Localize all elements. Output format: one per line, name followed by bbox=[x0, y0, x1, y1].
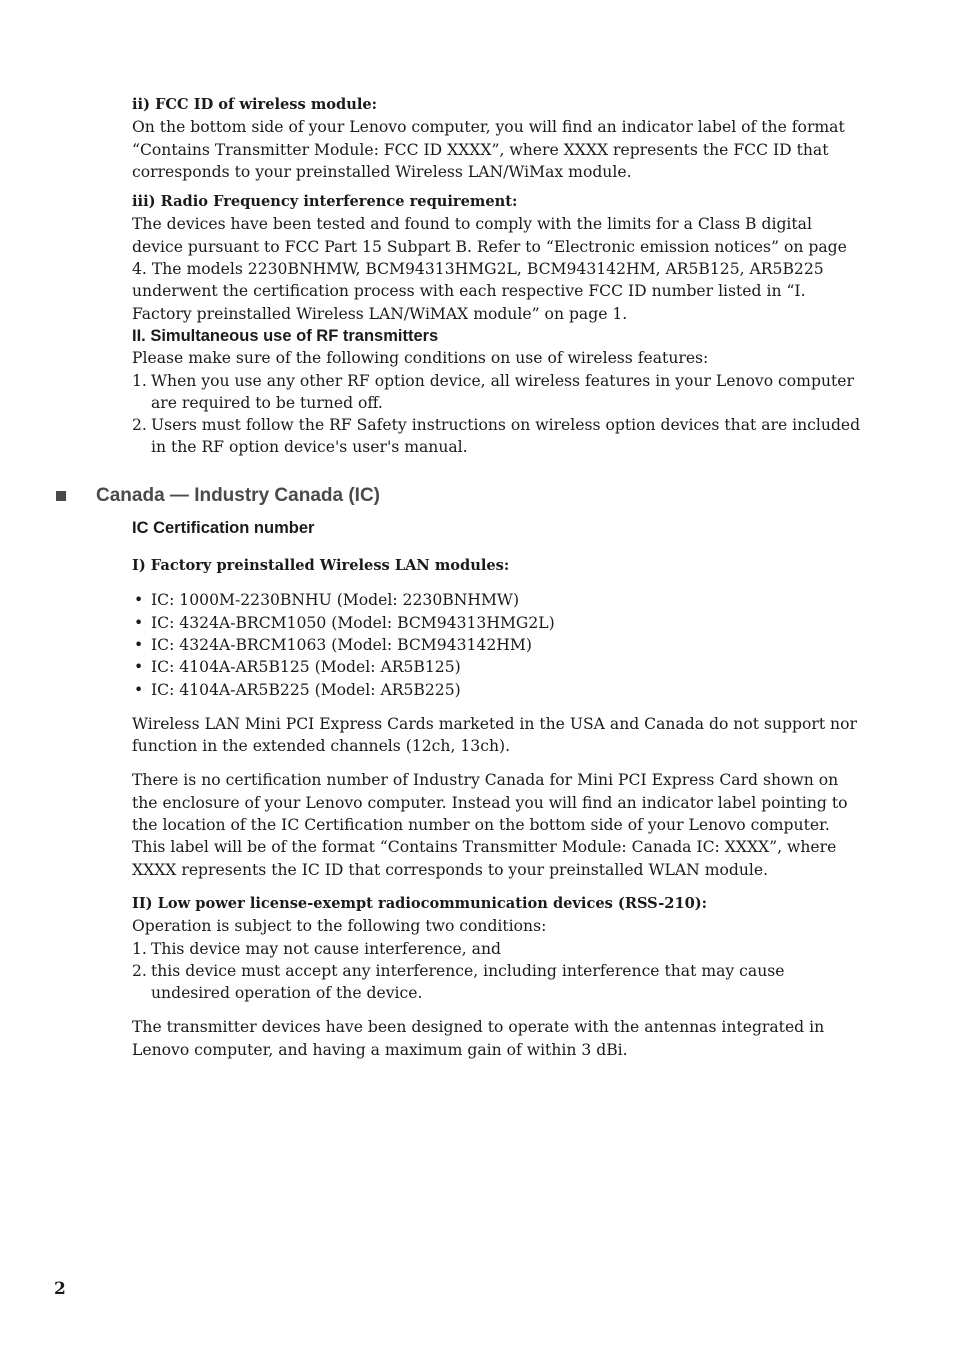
list-number: 1. bbox=[132, 939, 147, 958]
list-number: 1. bbox=[132, 371, 147, 390]
operation-conditions-list bbox=[132, 938, 864, 1005]
factory-modules-heading: I) Factory preinstalled Wireless LAN modules: bbox=[132, 557, 510, 575]
list-item bbox=[132, 656, 864, 678]
list-text: IC: 4324A-BRCM1050 (Model: BCM94313HMG2L) bbox=[151, 613, 555, 632]
list-item bbox=[132, 960, 864, 1005]
fcc-id-heading: ii) FCC ID of wireless module: bbox=[132, 96, 378, 113]
document-page bbox=[96, 94, 864, 1061]
extended-channels-paragraph: Wireless LAN Mini PCI Express Cards marketed in the USA and Canada do not support nor function in the extended channels (12ch, 13ch). bbox=[132, 714, 857, 756]
list-text: Users must follow the RF Safety instructions on wireless option devices that are included in the RF option device's user's manual. bbox=[151, 416, 861, 457]
list-text: IC: 4324A-BRCM1063 (Model: BCM943142HM) bbox=[151, 635, 532, 654]
page-number: 2 bbox=[54, 1279, 66, 1299]
rf-interference-heading: iii) Radio Frequency interference requirement: bbox=[132, 193, 518, 211]
list-item bbox=[132, 612, 864, 634]
simultaneous-rf-heading: II. Simultaneous use of RF transmitters bbox=[132, 326, 439, 345]
list-text: IC: 4104A-AR5B125 (Model: AR5B125) bbox=[151, 658, 461, 677]
bullet-icon: • bbox=[134, 613, 144, 632]
antenna-gain-paragraph: The transmitter devices have been designed to operate with the antennas integrated in Lenovo computer, and having a maximum gain of within 3 dBi. bbox=[132, 1018, 825, 1059]
canada-section-heading bbox=[56, 483, 864, 509]
square-bullet-icon bbox=[56, 491, 66, 501]
bullet-icon: • bbox=[134, 658, 144, 677]
low-power-intro: Operation is subject to the following two conditions: bbox=[132, 917, 547, 936]
rf-conditions-list bbox=[132, 370, 864, 459]
list-item bbox=[132, 414, 864, 459]
canada-heading-text: Canada — Industry Canada (IC) bbox=[96, 484, 380, 506]
list-item bbox=[132, 370, 864, 415]
fcc-id-body: On the bottom side of your Lenovo computer, you will find an indicator label of the format “Contains Transmitter Module: FCC ID XXXX”, where XXXX represents the FCC ID that corresponds to your preinstalled Wireless LAN/WiMax module. bbox=[132, 118, 845, 181]
bullet-icon: • bbox=[134, 635, 144, 654]
ic-modules-list bbox=[132, 589, 864, 700]
ic-certification-heading: IC Certification number bbox=[132, 518, 315, 537]
list-text: IC: 4104A-AR5B225 (Model: AR5B225) bbox=[151, 680, 461, 699]
low-power-heading: II) Low power license-exempt radiocommunication devices (RSS-210): bbox=[132, 894, 708, 912]
list-number: 2. bbox=[132, 961, 147, 980]
simultaneous-rf-intro: Please make sure of the following conditions on use of wireless features: bbox=[132, 349, 709, 368]
ic-label-paragraph: There is no certification number of Industry Canada for Mini PCI Express Card shown on the enclosure of your Lenovo computer. Instead you will find an indicator label pointing to the location of the IC Certification number on the bottom side of your Lenovo computer. This label will be of the format “Contains Transmitter Module: Canada IC: XXXX”, where XXXX represents the IC ID that corresponds to your preinstalled WLAN module. bbox=[132, 771, 848, 879]
list-text: IC: 1000M-2230BNHU (Model: 2230BNHMW) bbox=[151, 591, 520, 610]
list-item bbox=[132, 589, 864, 611]
list-item bbox=[132, 679, 864, 701]
list-text: When you use any other RF option device, all wireless features in your Lenovo computer are required to be turned off. bbox=[151, 371, 854, 412]
bullet-icon: • bbox=[134, 591, 144, 610]
list-item bbox=[132, 938, 864, 960]
list-number: 2. bbox=[132, 416, 147, 435]
rf-interference-body: The devices have been tested and found to comply with the limits for a Class B digital device pursuant to FCC Part 15 Subpart B. Refer to “Electronic emission notices” on page 4. The models 2230BNHMW, BCM94313HMG2L, BCM943142HM, AR5B125, AR5B225 underwent the certification process with each respective FCC ID number listed in “I. Factory preinstalled Wireless LAN/WiMAX module” on page 1. bbox=[132, 215, 847, 323]
list-text: this device must accept any interference, including interference that may cause undesired operation of the device. bbox=[151, 961, 785, 1003]
bullet-icon: • bbox=[134, 680, 144, 699]
list-text: This device may not cause interference, and bbox=[151, 939, 501, 958]
list-item bbox=[132, 634, 864, 656]
